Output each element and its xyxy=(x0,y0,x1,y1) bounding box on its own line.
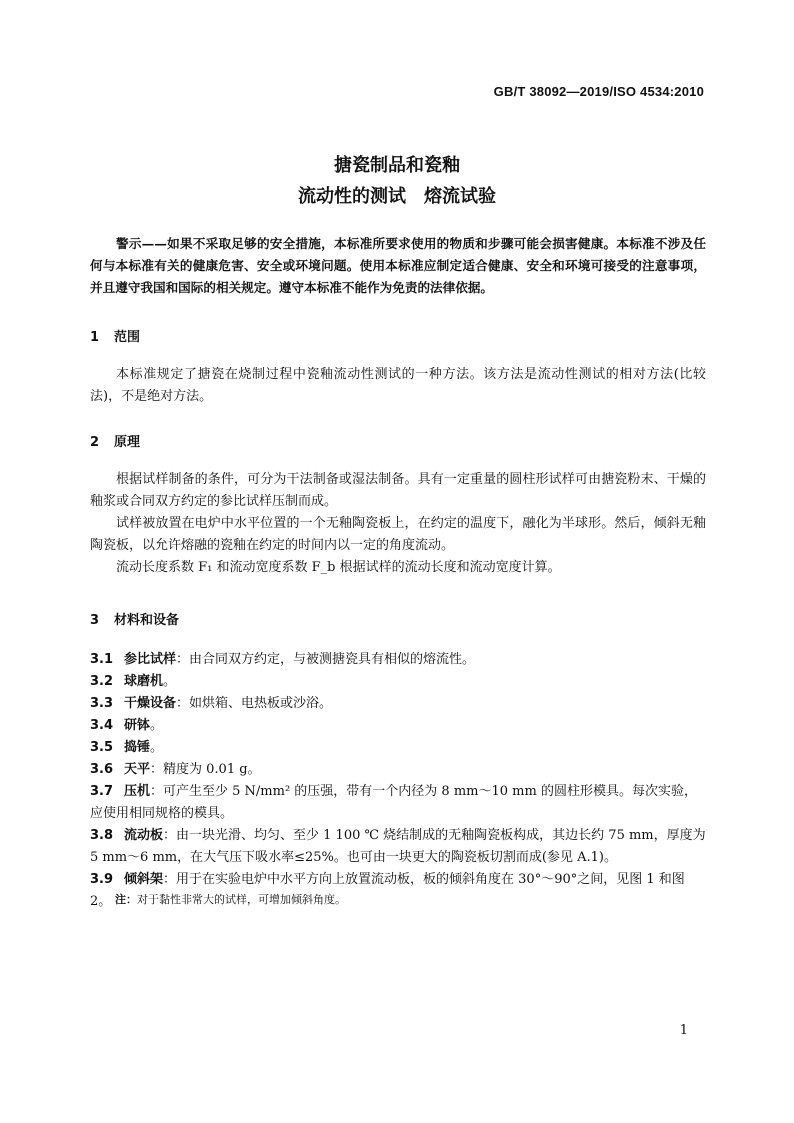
section-3-heading xyxy=(90,609,179,628)
item-number: 3.7 xyxy=(90,784,114,799)
item-term: 流动板 xyxy=(124,828,164,843)
item-term: 倾斜架 xyxy=(124,872,164,887)
section-number: 1 xyxy=(90,330,100,345)
item-number: 3.8 xyxy=(90,828,114,843)
list-item xyxy=(90,693,706,715)
page-number: 1 xyxy=(679,1023,688,1038)
item-term: 压机 xyxy=(124,784,151,799)
item-term: 参比试样 xyxy=(124,652,177,667)
item-term: 球磨机 xyxy=(124,674,164,689)
list-item xyxy=(90,737,706,759)
warning-text: 警示——如果不采取足够的安全措施，本标准所要求使用的物质和步骤可能会损害健康。本标准不涉及任何与本标准有关的健康危害、安全或环境问题。使用本标准应制定适合健康、安全和环境可接受的注意事项，并且遵守我国和国际的相关规定。遵守本标准不能作为免责的法律依据。 xyxy=(90,236,706,295)
item-text: ：用于在实验电炉中水平方向上放置流动板，板的倾斜角度在 30°～90°之间，见图 1 和图 2。 xyxy=(90,872,685,909)
item-text: ：如烘箱、电热板或沙浴。 xyxy=(176,696,333,711)
section-title: 材料和设备 xyxy=(114,613,180,628)
warning-block xyxy=(90,233,706,299)
list-item xyxy=(90,825,706,869)
note-text: 对于黏性非常大的试样，可增加倾斜角度。 xyxy=(137,893,346,906)
title-line-2: 流动性的测试 熔流试验 xyxy=(298,186,496,207)
list-item xyxy=(90,649,706,671)
section-2-body xyxy=(90,469,706,579)
item-number: 3.4 xyxy=(90,718,114,733)
item-number: 3.3 xyxy=(90,696,114,711)
item-text: 。 xyxy=(163,674,177,689)
section-number: 2 xyxy=(90,435,100,450)
list-item xyxy=(90,715,706,737)
item-term: 捣锤 xyxy=(124,740,151,755)
item-number: 3.2 xyxy=(90,674,114,689)
title-line-1: 搪瓷制品和瓷釉 xyxy=(334,155,460,176)
section-2-paragraph-2: 试样被放置在电炉中水平位置的一个无釉陶瓷板上，在约定的温度下，融化为半球形。然后，倾斜无釉陶瓷板，以允许熔融的瓷釉在约定的时间内以一定的角度流动。 xyxy=(90,516,706,553)
item-text: ：由一块光滑、均匀、至少 1 100 ℃ 烧结制成的无釉陶瓷板构成，其边长约 75 mm，厚度为 5 mm～6 mm，在大气压下吸水率≤25%。也可由一块更大的陶瓷板切割而成(参见 A.1)。 xyxy=(90,828,706,865)
note-label: 注： xyxy=(115,893,137,906)
section-number: 3 xyxy=(90,613,100,628)
list-item xyxy=(90,671,706,693)
document-title xyxy=(0,150,794,212)
item-term: 研钵 xyxy=(124,718,151,733)
list-item xyxy=(90,759,706,781)
standard-code: GB/T 38092—2019/ISO 4534:2010 xyxy=(493,84,704,99)
item-text: ：可产生至少 5 N/mm² 的压强，带有一个内径为 8 mm～10 mm 的圆柱形模具。每次实验，应使用相同规格的模具。 xyxy=(90,784,697,821)
section-2-paragraph-3 xyxy=(90,557,706,579)
list-item xyxy=(90,781,706,825)
item-text: ：精度为 0.01 g。 xyxy=(150,762,261,777)
section-2-paragraph-1: 根据试样制备的条件，可分为干法制备或湿法制备。具有一定重量的圆柱形试样可由搪瓷粉末、干燥的釉浆或合同双方约定的参比试样压制而成。 xyxy=(90,472,706,509)
item-term: 干燥设备 xyxy=(124,696,177,711)
item-text: 。 xyxy=(150,740,164,755)
section-title: 原理 xyxy=(114,435,141,450)
note xyxy=(115,891,346,907)
item-text: ：由合同双方约定，与被测搪瓷具有相似的熔流性。 xyxy=(176,652,476,667)
formula-text: 流动长度系数 F₁ 和流动宽度系数 F_b 根据试样的流动长度和流动宽度计算。 xyxy=(116,560,561,575)
item-number: 3.5 xyxy=(90,740,114,755)
section-1-body xyxy=(90,364,706,408)
item-text: 。 xyxy=(150,718,164,733)
item-number: 3.6 xyxy=(90,762,114,777)
section-1-heading xyxy=(90,326,140,345)
section-title: 范围 xyxy=(114,330,141,345)
item-number: 3.1 xyxy=(90,652,114,667)
item-term: 天平 xyxy=(124,762,151,777)
section-2-heading xyxy=(90,431,140,450)
section-1-paragraph: 本标准规定了搪瓷在烧制过程中瓷釉流动性测试的一种方法。该方法是流动性测试的相对方法(比较法)，不是绝对方法。 xyxy=(90,367,706,404)
item-number: 3.9 xyxy=(90,872,114,887)
